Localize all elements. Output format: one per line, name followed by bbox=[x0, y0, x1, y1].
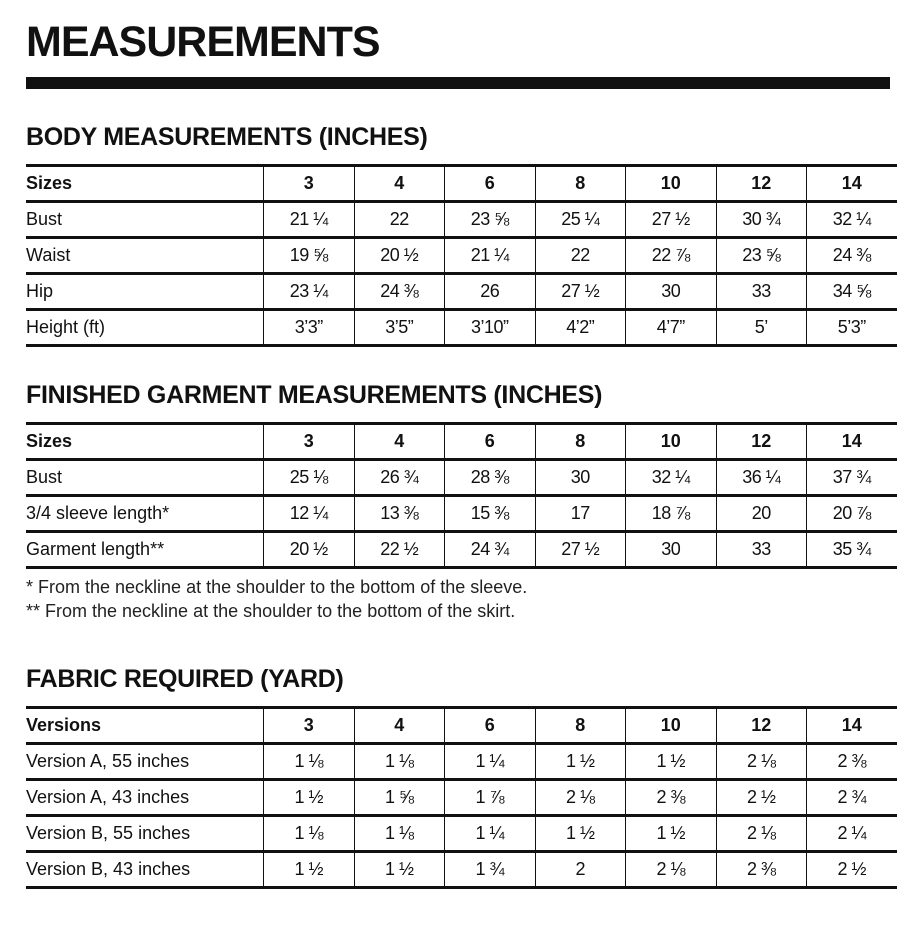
table-cell: 22 ½ bbox=[354, 532, 445, 568]
size-column-header: 8 bbox=[535, 708, 626, 744]
size-column-header: 12 bbox=[716, 424, 807, 460]
table-cell: 32 ¼ bbox=[807, 202, 897, 238]
table-cell: 1 ⅛ bbox=[264, 744, 355, 780]
size-column-header: 14 bbox=[807, 708, 897, 744]
size-column-header: 10 bbox=[626, 166, 717, 202]
table-cell: 1 ⅛ bbox=[264, 816, 355, 852]
table-cell: 27 ½ bbox=[535, 532, 626, 568]
table-row bbox=[26, 744, 897, 780]
table-row bbox=[26, 310, 897, 346]
row-label: Version B, 43 inches bbox=[26, 852, 264, 888]
title-divider bbox=[26, 77, 890, 89]
size-column-header: 10 bbox=[626, 708, 717, 744]
row-header-cell: Versions bbox=[26, 708, 264, 744]
table-cell: 1 ½ bbox=[535, 744, 626, 780]
table-cell: 33 bbox=[716, 532, 807, 568]
row-label: Garment length** bbox=[26, 532, 264, 568]
size-column-header: 12 bbox=[716, 708, 807, 744]
table-header-row bbox=[26, 708, 897, 744]
row-label: Waist bbox=[26, 238, 264, 274]
fabric-required-heading: FABRIC REQUIRED (YARD) bbox=[26, 665, 344, 693]
size-column-header: 8 bbox=[535, 424, 626, 460]
size-column-header: 4 bbox=[354, 424, 445, 460]
table-cell: 4’7” bbox=[626, 310, 717, 346]
table-cell: 1 ½ bbox=[264, 780, 355, 816]
row-label: Height (ft) bbox=[26, 310, 264, 346]
fabric-required-table bbox=[26, 706, 897, 889]
table-cell: 21 ¼ bbox=[445, 238, 536, 274]
table-cell: 30 bbox=[626, 532, 717, 568]
table-cell: 17 bbox=[535, 496, 626, 532]
table-cell: 3’5” bbox=[354, 310, 445, 346]
table-cell: 23 ⅝ bbox=[445, 202, 536, 238]
table-cell: 36 ¼ bbox=[716, 460, 807, 496]
skirt-footnote: ** From the neckline at the shoulder to the bottom of the skirt. bbox=[26, 601, 516, 621]
size-column-header: 6 bbox=[445, 708, 536, 744]
table-cell: 12 ¼ bbox=[264, 496, 355, 532]
table-cell: 20 ½ bbox=[264, 532, 355, 568]
page-title: MEASUREMENTS bbox=[26, 18, 380, 66]
size-column-header: 14 bbox=[807, 424, 897, 460]
table-cell: 1 ¼ bbox=[445, 744, 536, 780]
table-cell: 3’10” bbox=[445, 310, 536, 346]
row-header-cell: Sizes bbox=[26, 166, 264, 202]
size-column-header: 14 bbox=[807, 166, 897, 202]
body-measurements-table bbox=[26, 164, 897, 347]
table-cell: 33 bbox=[716, 274, 807, 310]
table-cell: 5’ bbox=[716, 310, 807, 346]
table-cell: 35 ¾ bbox=[807, 532, 897, 568]
table-header-row bbox=[26, 166, 897, 202]
row-label: Hip bbox=[26, 274, 264, 310]
size-column-header: 3 bbox=[264, 166, 355, 202]
row-header-cell: Sizes bbox=[26, 424, 264, 460]
table-cell: 24 ⅜ bbox=[354, 274, 445, 310]
garment-measurements-heading: FINISHED GARMENT MEASUREMENTS (INCHES) bbox=[26, 381, 603, 409]
table-cell: 30 bbox=[535, 460, 626, 496]
table-cell: 27 ½ bbox=[626, 202, 717, 238]
table-cell: 2 ⅛ bbox=[626, 852, 717, 888]
size-column-header: 3 bbox=[264, 424, 355, 460]
table-cell: 24 ¾ bbox=[445, 532, 536, 568]
table-cell: 1 ½ bbox=[264, 852, 355, 888]
table-cell: 20 bbox=[716, 496, 807, 532]
size-column-header: 4 bbox=[354, 708, 445, 744]
row-label: Version A, 43 inches bbox=[26, 780, 264, 816]
body-measurements-heading: BODY MEASUREMENTS (INCHES) bbox=[26, 123, 428, 151]
size-column-header: 3 bbox=[264, 708, 355, 744]
garment-measurements-table bbox=[26, 422, 897, 569]
size-column-header: 6 bbox=[445, 166, 536, 202]
table-cell: 1 ½ bbox=[626, 816, 717, 852]
table-cell: 2 ½ bbox=[716, 780, 807, 816]
table-cell: 1 ⅛ bbox=[354, 744, 445, 780]
table-cell: 1 ¾ bbox=[445, 852, 536, 888]
table-cell: 30 bbox=[626, 274, 717, 310]
table-header-row bbox=[26, 424, 897, 460]
table-row bbox=[26, 460, 897, 496]
table-cell: 19 ⅝ bbox=[264, 238, 355, 274]
row-label: Version B, 55 inches bbox=[26, 816, 264, 852]
table-row bbox=[26, 274, 897, 310]
table-cell: 34 ⅝ bbox=[807, 274, 897, 310]
table-cell: 15 ⅜ bbox=[445, 496, 536, 532]
row-label: Version A, 55 inches bbox=[26, 744, 264, 780]
table-cell: 2 ⅜ bbox=[716, 852, 807, 888]
table-cell: 1 ½ bbox=[626, 744, 717, 780]
table-cell: 22 bbox=[535, 238, 626, 274]
table-cell: 27 ½ bbox=[535, 274, 626, 310]
table-cell: 23 ¼ bbox=[264, 274, 355, 310]
table-cell: 2 ¼ bbox=[807, 816, 897, 852]
table-cell: 26 bbox=[445, 274, 536, 310]
table-cell: 22 ⅞ bbox=[626, 238, 717, 274]
table-cell: 37 ¾ bbox=[807, 460, 897, 496]
table-cell: 2 ⅜ bbox=[626, 780, 717, 816]
table-cell: 2 ⅜ bbox=[807, 744, 897, 780]
table-cell: 2 ¾ bbox=[807, 780, 897, 816]
table-row bbox=[26, 816, 897, 852]
table-cell: 1 ½ bbox=[354, 852, 445, 888]
table-row bbox=[26, 852, 897, 888]
table-cell: 32 ¼ bbox=[626, 460, 717, 496]
table-cell: 13 ⅜ bbox=[354, 496, 445, 532]
size-column-header: 10 bbox=[626, 424, 717, 460]
table-row bbox=[26, 202, 897, 238]
table-cell: 2 ½ bbox=[807, 852, 897, 888]
table-cell: 5’3” bbox=[807, 310, 897, 346]
row-label: Bust bbox=[26, 202, 264, 238]
table-cell: 2 ⅛ bbox=[716, 816, 807, 852]
table-cell: 18 ⅞ bbox=[626, 496, 717, 532]
table-cell: 20 ½ bbox=[354, 238, 445, 274]
table-cell: 1 ⅝ bbox=[354, 780, 445, 816]
table-cell: 26 ¾ bbox=[354, 460, 445, 496]
table-row bbox=[26, 780, 897, 816]
table-cell: 1 ⅞ bbox=[445, 780, 536, 816]
table-cell: 3’3” bbox=[264, 310, 355, 346]
table-cell: 28 ⅜ bbox=[445, 460, 536, 496]
table-cell: 20 ⅞ bbox=[807, 496, 897, 532]
table-cell: 2 bbox=[535, 852, 626, 888]
table-cell: 21 ¼ bbox=[264, 202, 355, 238]
size-column-header: 4 bbox=[354, 166, 445, 202]
table-row bbox=[26, 238, 897, 274]
table-cell: 2 ⅛ bbox=[535, 780, 626, 816]
table-cell: 2 ⅛ bbox=[716, 744, 807, 780]
table-cell: 22 bbox=[354, 202, 445, 238]
table-row bbox=[26, 532, 897, 568]
row-label: 3/4 sleeve length* bbox=[26, 496, 264, 532]
table-cell: 1 ⅛ bbox=[354, 816, 445, 852]
table-cell: 30 ¾ bbox=[716, 202, 807, 238]
size-column-header: 6 bbox=[445, 424, 536, 460]
table-cell: 4’2” bbox=[535, 310, 626, 346]
table-cell: 1 ½ bbox=[535, 816, 626, 852]
table-cell: 25 ¼ bbox=[535, 202, 626, 238]
size-column-header: 12 bbox=[716, 166, 807, 202]
sleeve-footnote: * From the neckline at the shoulder to the bottom of the sleeve. bbox=[26, 577, 528, 597]
table-row bbox=[26, 496, 897, 532]
row-label: Bust bbox=[26, 460, 264, 496]
table-cell: 25 ⅛ bbox=[264, 460, 355, 496]
table-cell: 1 ¼ bbox=[445, 816, 536, 852]
size-column-header: 8 bbox=[535, 166, 626, 202]
table-cell: 23 ⅝ bbox=[716, 238, 807, 274]
table-cell: 24 ⅜ bbox=[807, 238, 897, 274]
